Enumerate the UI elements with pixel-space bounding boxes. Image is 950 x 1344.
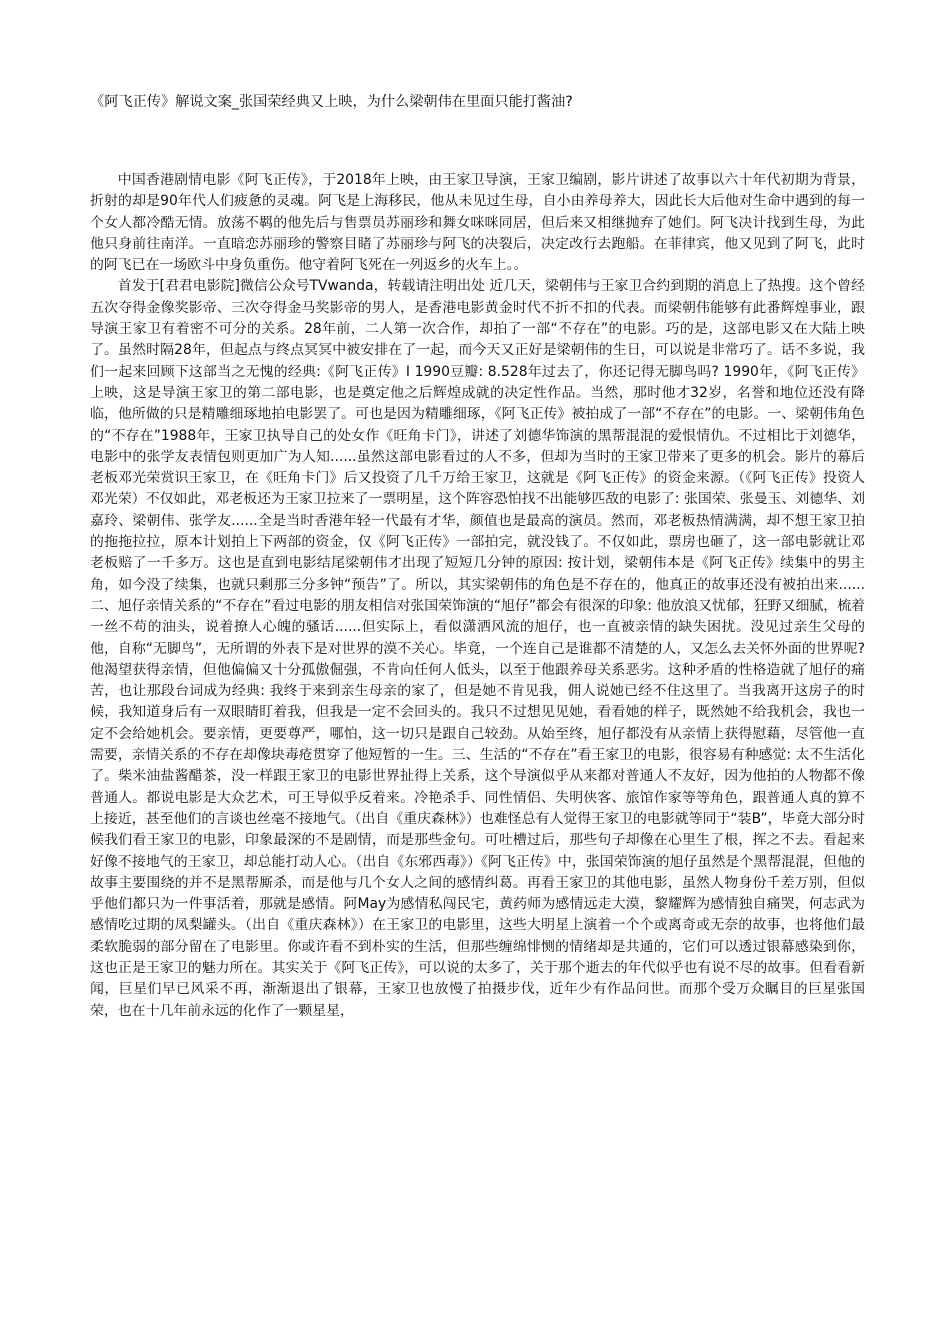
paragraph-synopsis: 中国香港剧情电影《阿飞正传》，于2018年上映，由王家卫导演，王家卫编剧，影片讲述了故事以六十年代初期为背景，折射的却是90年代人们疲惫的灵魂。阿飞是上海移民，他从未见过生母，自小由养母养大，因此长大后他对生命中遇到的每一个女人都冷酷无情。放荡不羁的他先后与售票员苏丽珍和舞女咪咪同居，但后来又相继抛弃了她们。阿飞决计找到生母，为此他只身前往南洋。一直暗恋苏丽珍的警察目睹了苏丽珍与阿飞的决裂后，决定改行去跑船。在菲律宾，他又见到了阿飞，此时的阿飞已在一场欧斗中身负重伤。他守着阿飞死在一列返乡的火车上。。 [90, 172, 865, 274]
document-title: 《阿飞正传》解说文案_张国荣经典又上映，为什么梁朝伟在里面只能打酱油? [90, 94, 573, 110]
paragraph-article: 首发于[君君电影院]微信公众号TVwanda，转载请注明出处 近几天，梁朝伟与王家卫合约到期的消息上了热搜。这个曾经五次夺得金像奖影帝、三次夺得金马奖影帝的男人，是香港电影黄金时代不折不扣的代表。而梁朝伟能够有此番辉煌事业，跟导演王家卫有着密不可分的关系。28年前，二人第一次合作，却拍了一部“不存在”的电影。巧的是，这部电影又在大陆上映了。虽然时隔28年，但起点与终点冥冥中被安排在了一起，而今天又正好是梁朝伟的生日，可以说是非常巧了。话不多说，我们一起来回顾下这部当之无愧的经典:《阿飞正传》I 1990豆瓣: 8.528年过去了，你还记得无脚鸟吗? 1990年，《阿飞正传》上映，这是导演王家卫的第二部电影，也是奠定他之后辉煌成就的决定性作品。当然，那时他才32岁，名誉和地位还没有降临，他所做的只是精雕细琢地拍电影罢了。可也是因为精雕细琢，《阿飞正传》被拍成了一部“不存在”的电影。一、梁朝伟角色的“不存在”1988年，王家卫执导自己的处女作《旺角卡门》，讲述了刘德华饰演的黑帮混混的爱恨情仇。不过相比于刘德华，电影中的张学友表情包则更加广为人知......虽然这部电影看过的人不多，但却为当时的王家卫带来了更多的机会。影片的幕后老板邓光荣赏识王家卫，在《旺角卡门》后又投资了几千万给王家卫，这就是《阿飞正传》的资金来源。（《阿飞正传》投资人邓光荣）不仅如此，邓老板还为王家卫拉来了一票明星，这个阵容恐怕找不出能够匹敌的电影了: 张国荣、张曼玉、刘德华、刘嘉玲、梁朝伟、张学友......全是当时香港年轻一代最有才华，颜值也是最高的演员。然而，邓老板热情满满，却不想王家卫拍的拖拖拉拉，原本计划拍上下两部的资金，仅《阿飞正传》一部拍完，就没钱了。不仅如此，票房也砸了，这一部电影就让邓老板赔了一千多万。这也是直到电影结尾梁朝伟才出现了短短几分钟的原因: 按计划，梁朝伟本是《阿飞正传》续集中的男主角，如今没了续集，也就只剩那三分多钟“预告”了。所以，其实梁朝伟的角色是不存在的，他真正的故事还没有被拍出来......二、旭仔亲情关系的“不存在”看过电影的朋友相信对张国荣饰演的“旭仔”都会有很深的印象: 他放浪又忧郁，狂野又细腻，梳着一丝不苟的油头，说着撩人心魄的骚话......但实际上，看似潇洒风流的旭仔，也一直被亲情的缺失困扰。没见过亲生父母的他，自称“无脚鸟”，无所谓的外表下是对世界的漠不关心。毕竟，一个连自己是谁都不清楚的人，又怎么去关怀外面的世界呢? 他渴望获得亲情，但他偏偏又十分孤傲倔强，不肯向任何人低头，以至于他跟养母关系恶劣。这种矛盾的性格造就了旭仔的痛苦，也让那段台词成为经典: 我终于来到亲生母亲的家了，但是她不肯见我，佣人说她已经不住这里了。当我离开这房子的时候，我知道身后有一双眼睛盯着我，但我是一定不会回头的。我只不过想见见她，看看她的样子，既然她不给我机会，我也一定不会给她机会。要亲情，更要尊严，哪怕，这一切只是跟自己较劲。从始至终，旭仔都没有从亲情上获得慰藉，尽管他一直需要，亲情关系的不存在却像块毒疮贯穿了他短暂的一生。三、生活的“不存在”看王家卫的电影，很容易有种感觉: 太不生活化了。柴米油盐酱醋茶，没一样跟王家卫的电影世界扯得上关系，这个导演似乎从来都对普通人不友好，因为他拍的人物都不像普通人。都说电影是大众艺术，可王导似乎反着来。冷艳杀手、同性情侣、失明侠客、旅馆作家等等角色，跟普通人真的算不上接近，甚至他们的言谈也丝毫不接地气。（出自《重庆森林》）也难怪总有人觉得王家卫的电影就等同于“装B”，毕竟大部分时候我们看王家卫的电影，印象最深的不是剧情，而是那些金句。可吐槽过后，那些句子却像在心里生了根，挥之不去。看起来好像不接地气的王家卫，却总能打动人心。（出自《东邪西毒》）《阿飞正传》中，张国荣饰演的旭仔虽然是个黑帮混混，但他的故事主要围绕的并不是黑帮厮杀，而是他与几个女人之间的感情纠葛。再看王家卫的其他电影，虽然人物身份千差万别，但似乎他们都只为一件事活着，那就是感情。阿May为感情私闯民宅，黄药师为感情远走大漠，黎耀辉为感情独自痛哭，何志武为感情吃过期的凤梨罐头。（出自《重庆森林》）在王家卫的电影里，这些大明星上演着一个个或离奇或无奈的故事，也将他们最柔软脆弱的部分留在了电影里。你或许看不到朴实的生活，但那些缠绵悱恻的情绪却是共通的，它们可以透过银幕感染到你，这也正是王家卫的魅力所在。其实关于《阿飞正传》，可以说的太多了，关于那个逝去的年代似乎也有说不尽的故事。但看看新闻，巨星们早已风采不再，渐渐退出了银幕，王家卫也放慢了拍摄步伐，近年少有作品问世。而那个受万众瞩目的巨星张国荣，也在十几年前永远的化作了一颗星星， [90, 278, 865, 1019]
document-body [90, 170, 865, 1022]
